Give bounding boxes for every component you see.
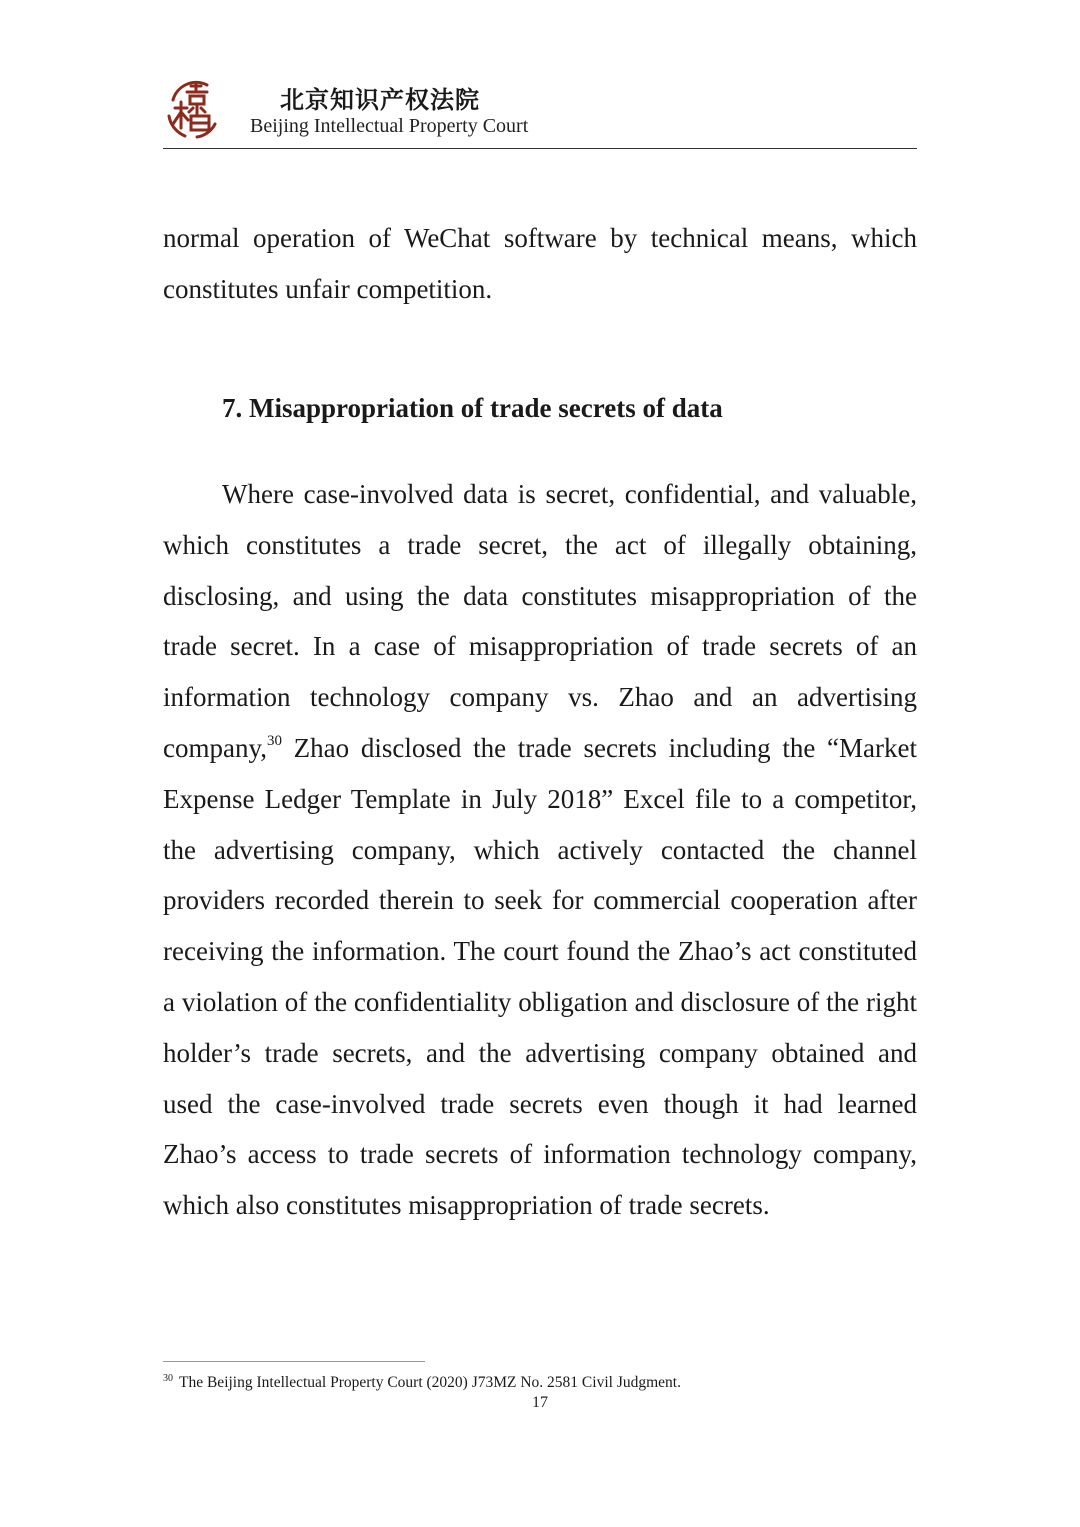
court-name-chinese: 北京知识产权法院 [280,86,480,114]
footnote-reference[interactable]: 30 [266,732,282,749]
page-header [163,70,917,149]
court-name-english: Beijing Intellectual Property Court [250,115,529,137]
footnote-text: The Beijing Intellectual Property Court (2020) J73MZ No. 2581 Civil Judgment. [179,1374,681,1391]
paragraph-text-part-1: Where case-involved data is secret, confidential, and valuable, which constitutes a trade secret, the act of illegally obtaining, disclosing, and using the data constitutes misappropriation of the trade secret. In a case of misappropriation of trade secrets of an information technology company vs. Zhao and an advertising company, [163,479,917,763]
court-seal-logo-icon [163,78,225,140]
continued-paragraph: normal operation of WeChat software by technical means, which constitutes unfair competition. [163,223,917,304]
section-heading: 7. Misappropriation of trade secrets of data [222,393,723,423]
page-number: 17 [532,1394,548,1411]
paragraph-text-part-2: Zhao disclosed the trade secrets including the “Market Expense Ledger Template in July 2018” Excel file to a competitor, the advertising company, which actively contacted the channel providers recorded therein to seek for commercial cooperation after receiving the information. The court found the Zhao’s act constituted a violation of the confidentiality obligation and disclosure of the right holder’s trade secrets, and the advertising company obtained and used the case-involved trade secrets even though it had learned Zhao’s access to trade secrets of information technology company, which also constitutes misappropriation of trade secrets. [163,732,917,1221]
footnote-number: 30 [163,1373,173,1384]
body-paragraph [163,469,917,1231]
footnote-divider [163,1361,425,1362]
footnote [163,1374,681,1392]
